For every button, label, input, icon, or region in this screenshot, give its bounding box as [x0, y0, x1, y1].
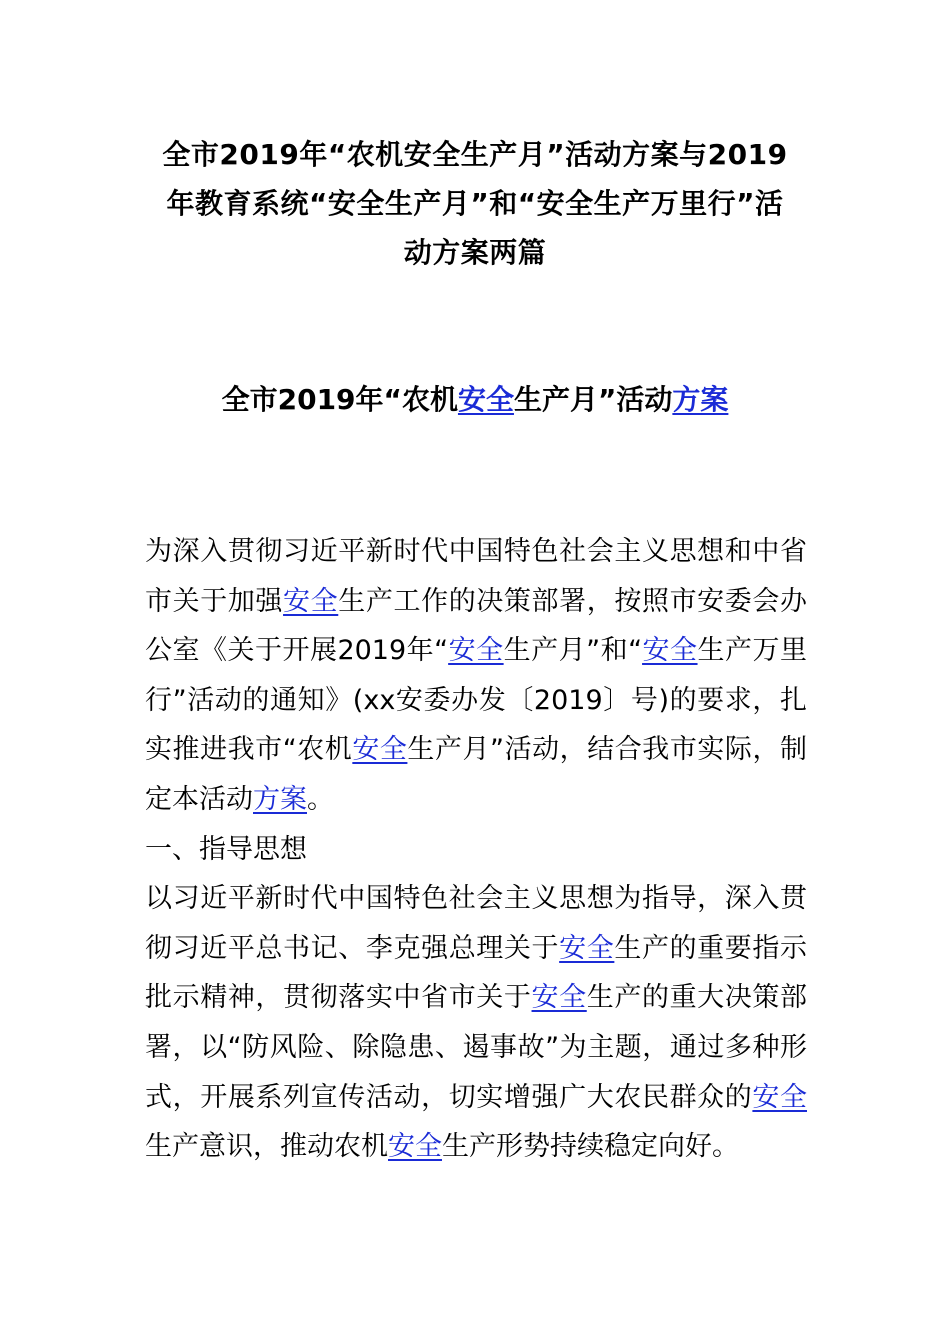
guiding-thought-paragraph — [145, 874, 807, 1172]
paragraph-text: 为深入贯彻习近平新时代中国特色社会主义思想和中省市关于加强 — [145, 536, 807, 617]
inline-link[interactable]: 方案 — [253, 783, 307, 815]
paragraph-text: 生产月”和“ — [503, 635, 643, 667]
paragraph-text: 以习近平新时代中国特色社会主义思想为指导，深入贯彻习近平总书记、李克强总理关于 — [145, 883, 807, 964]
inline-link[interactable]: 安全 — [283, 585, 339, 617]
inline-link[interactable]: 安全 — [388, 1131, 442, 1163]
inline-link[interactable]: 安全 — [352, 734, 408, 766]
paragraph-text: 生产形势持续稳定向好。 — [442, 1131, 739, 1163]
document-title — [140, 130, 810, 277]
paragraph-text: 生产万里行”活动的通知》(xx安委办发〔2019〕号)的要求，扎实推进我市“农机 — [145, 635, 808, 766]
paragraph-text: 生产月”活动，结合我市实际，制定本活动 — [145, 734, 807, 815]
section-title — [140, 378, 810, 422]
section-title-text: 生产月”活动 — [513, 383, 673, 416]
document-title-line-1: 全市2019年“农机安全生产月”活动方案与2019 — [162, 138, 788, 171]
section-title-link-fangan[interactable]: 方案 — [672, 383, 729, 416]
document-title-line-3: 动方案两篇 — [403, 236, 547, 269]
paragraph-text: 生产意识，推动农机 — [145, 1131, 388, 1163]
inline-link[interactable]: 安全 — [642, 635, 698, 667]
section-heading: 一、指导思想 — [145, 833, 307, 865]
inline-link[interactable]: 安全 — [559, 932, 615, 964]
paragraph-text: 生产的重大决策部署，以“防风险、除隐患、遏事故”为主题，通过多种形式，开展系列宣传活动，切实增强广大农民群众的 — [145, 982, 808, 1113]
inline-link[interactable]: 安全 — [752, 1081, 807, 1113]
document-body — [145, 527, 807, 1172]
section-title-link-anquan[interactable]: 安全 — [457, 383, 514, 416]
inline-link[interactable]: 安全 — [531, 982, 587, 1014]
inline-link[interactable]: 安全 — [448, 635, 504, 667]
section-title-text: 全市2019年“农机 — [221, 383, 458, 416]
paragraph-text: 生产工作的决策部署，按照市安委会办公室《关于开展2019年“ — [145, 585, 808, 667]
paragraph-text: 生产的重要指示批示精神，贯彻落实中省市关于 — [145, 932, 808, 1014]
paragraph-text: 。 — [307, 783, 334, 815]
intro-paragraph — [145, 527, 807, 825]
document-title-line-2: 年教育系统“安全生产月”和“安全生产万里行”活 — [166, 187, 784, 220]
